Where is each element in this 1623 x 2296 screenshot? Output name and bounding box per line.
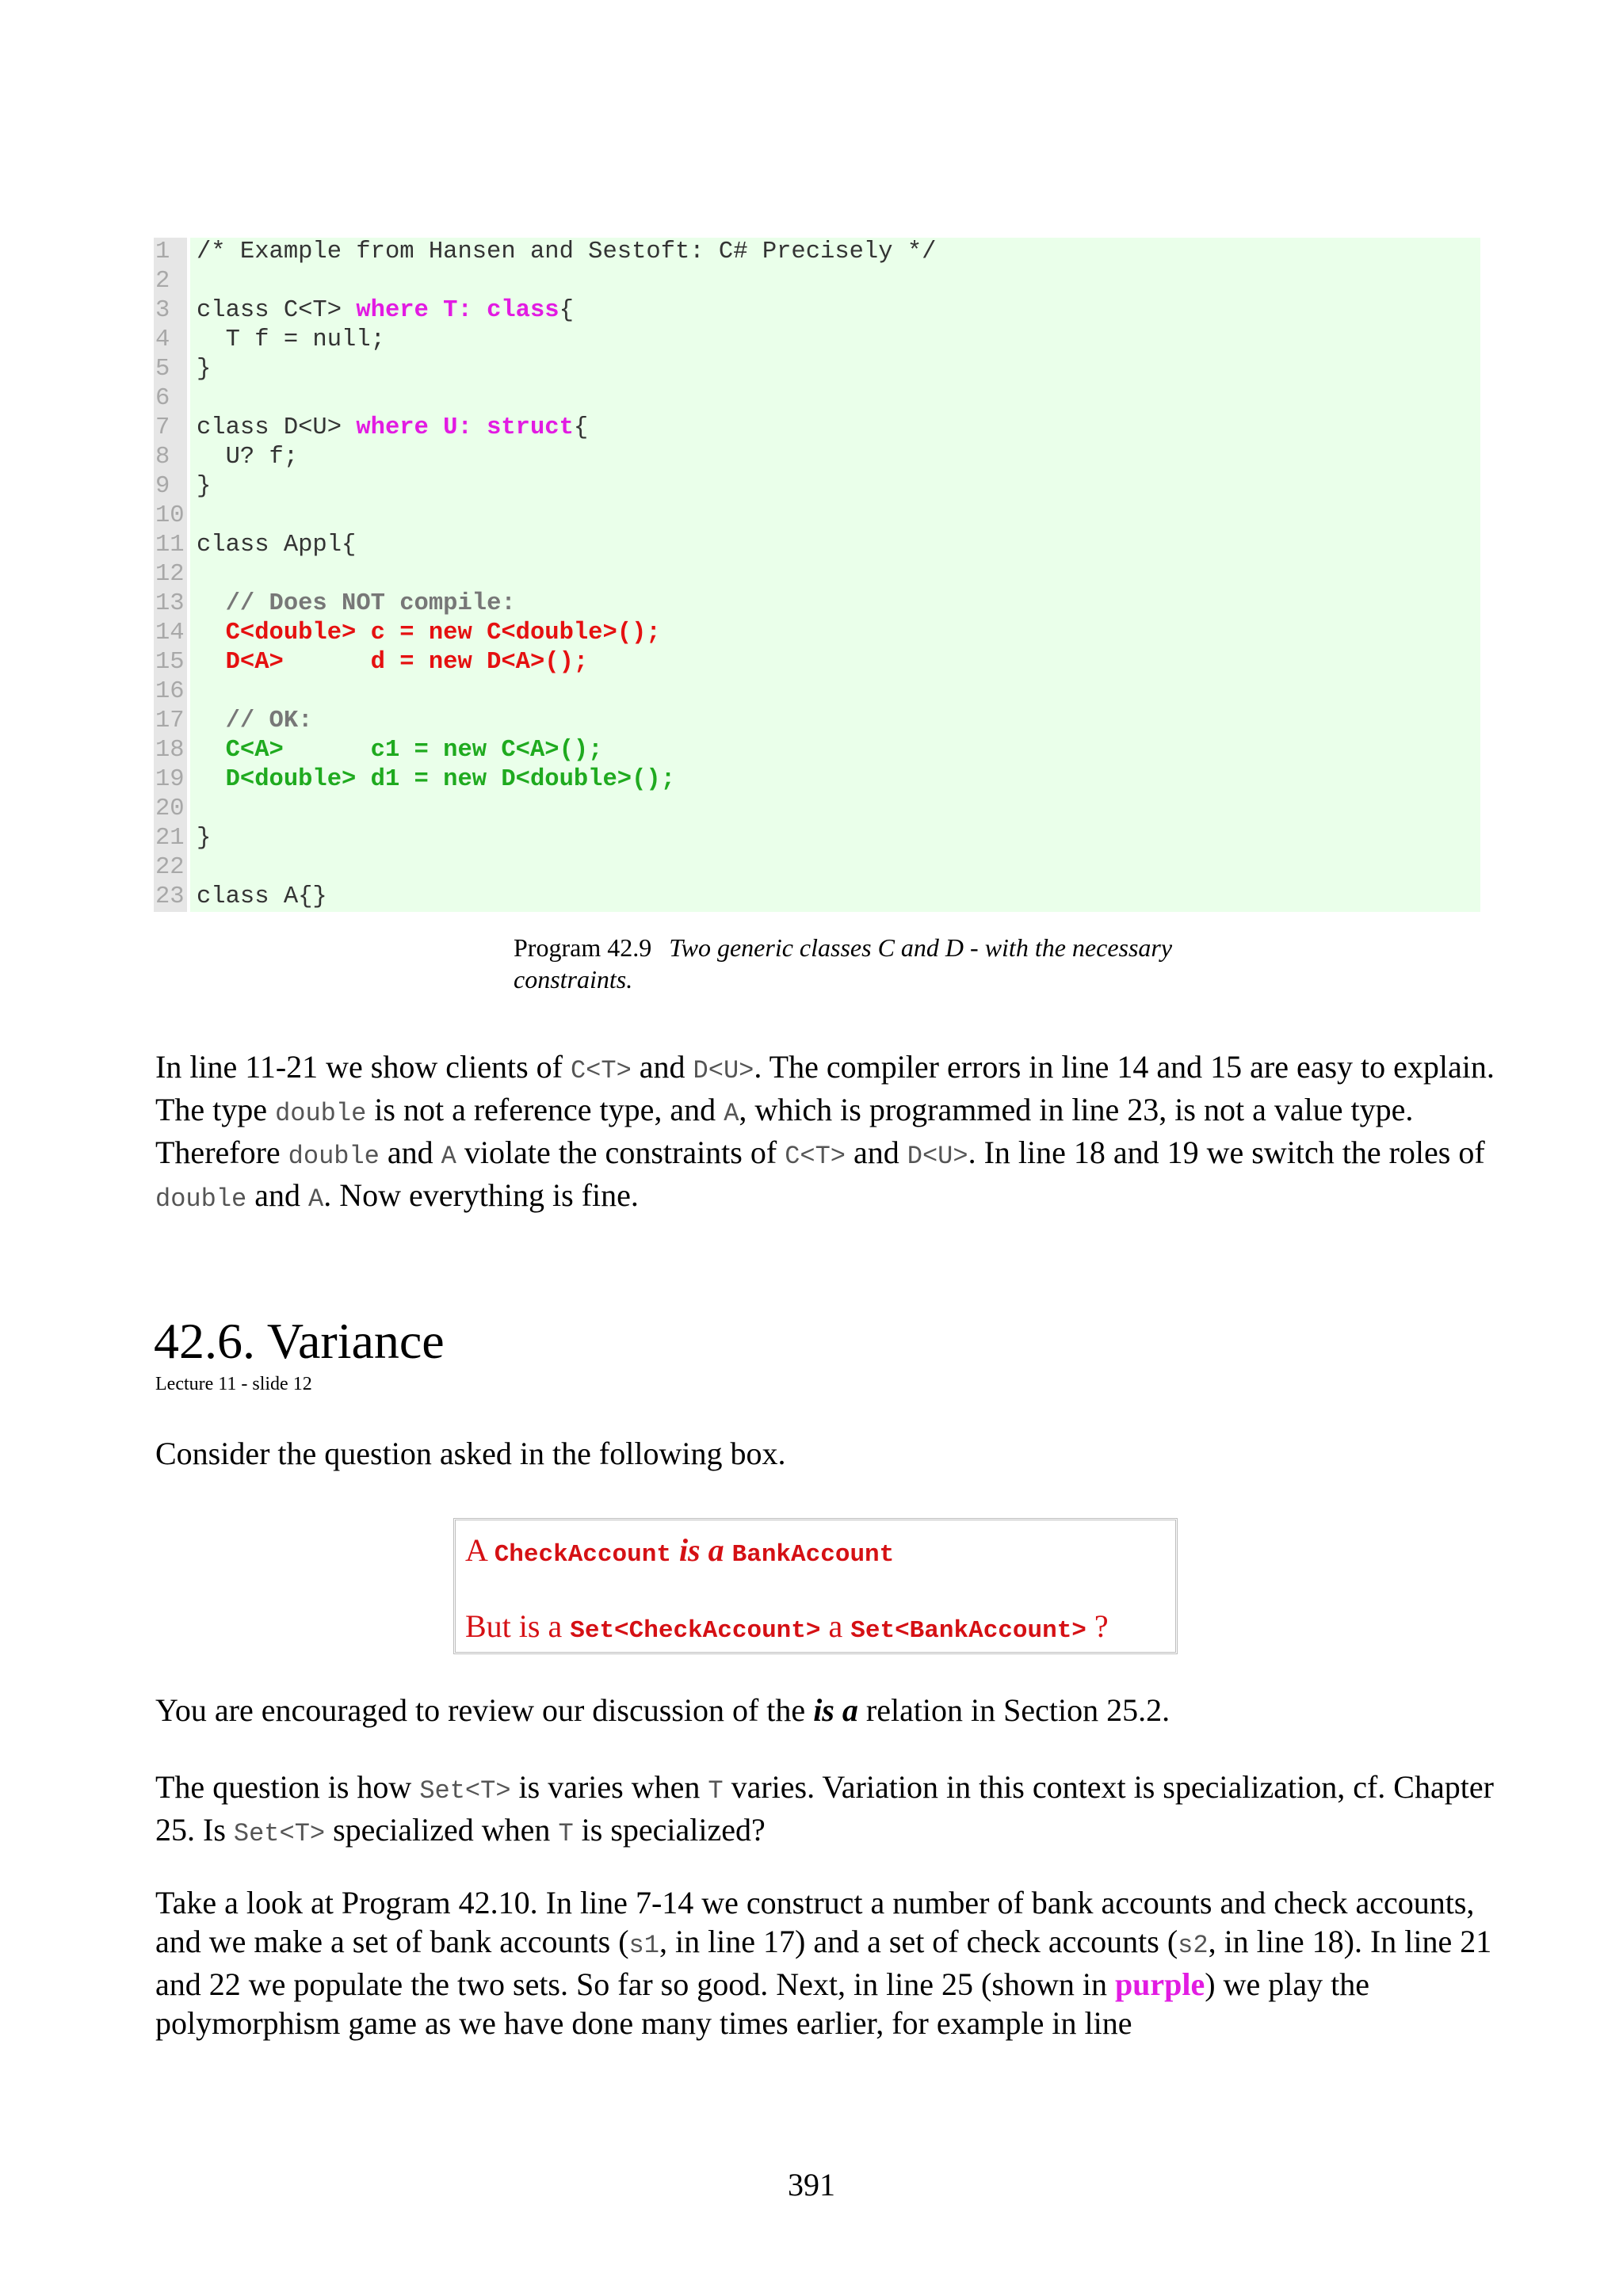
line-number: 4 — [154, 326, 187, 355]
section-heading: 42.6. Variance — [154, 1313, 445, 1369]
indent — [197, 649, 226, 676]
code-text — [190, 589, 1480, 619]
code-text — [190, 795, 1480, 824]
paragraph-consider: Consider the question asked in the following box. — [155, 1436, 786, 1471]
code-token: class D<U> — [197, 414, 357, 441]
inline-code: double — [288, 1142, 380, 1171]
code-text — [190, 736, 1480, 765]
text-run: is not a reference type, and — [366, 1092, 724, 1127]
text-run: , in line 17) and a set of check accounts ( — [659, 1924, 1178, 1959]
text-run: is specialized? — [573, 1812, 766, 1848]
line-number: 9 — [154, 472, 187, 502]
text-run: You are encouraged to review our discussion of the — [155, 1692, 814, 1728]
code-text — [190, 267, 1480, 296]
text-run: ) we play the polymorphism game as we have done many times earlier, for example in line — [155, 1966, 1369, 2041]
code-text — [190, 296, 1480, 326]
paragraph-question — [155, 1768, 1503, 1853]
line-number: 10 — [154, 502, 187, 531]
code-text: } — [190, 355, 1480, 384]
code-line — [154, 414, 1480, 443]
code-text — [190, 707, 1480, 736]
error-code: D<A> d = new D<A>(); — [225, 649, 589, 676]
code-text: U? f; — [190, 443, 1480, 472]
inline-code: A — [307, 1184, 324, 1214]
line-number: 18 — [154, 736, 187, 765]
code-listing — [154, 238, 1480, 919]
text-run: and — [379, 1135, 441, 1170]
inline-code: C<T> — [785, 1142, 846, 1171]
line-number: 21 — [154, 824, 187, 853]
code-line — [154, 502, 1480, 531]
inline-code: Set<BankAccount> — [850, 1617, 1086, 1645]
code-token: { — [559, 297, 574, 324]
code-text — [190, 677, 1480, 707]
indent — [197, 590, 226, 617]
page-number: 391 — [788, 2167, 835, 2203]
code-text: } — [190, 824, 1480, 853]
line-number: 14 — [154, 619, 187, 648]
code-token: { — [573, 414, 589, 441]
line-number: 7 — [154, 414, 187, 443]
code-line — [154, 824, 1480, 853]
indent — [197, 707, 226, 734]
code-text — [190, 765, 1480, 795]
code-line — [154, 795, 1480, 824]
line-number: 3 — [154, 296, 187, 326]
inline-code: A — [441, 1142, 456, 1171]
code-line — [154, 736, 1480, 765]
code-token: class C<T> — [197, 297, 357, 324]
code-text — [190, 853, 1480, 883]
code-text: } — [190, 472, 1480, 502]
program-caption — [514, 932, 1195, 995]
question-line-1 — [465, 1531, 894, 1569]
inline-code: A — [724, 1099, 739, 1128]
code-line — [154, 883, 1480, 912]
line-number: 23 — [154, 883, 187, 912]
inline-code: D<U> — [907, 1142, 968, 1171]
question-box — [453, 1518, 1178, 1654]
code-text — [190, 560, 1480, 589]
indent — [197, 766, 226, 793]
inline-code: BankAccount — [731, 1541, 895, 1569]
text-run: and — [631, 1049, 693, 1085]
emphasis: is a — [813, 1692, 858, 1728]
text-run: In line 11-21 we show clients of — [155, 1049, 571, 1085]
inline-code: T — [708, 1776, 724, 1806]
line-number: 15 — [154, 648, 187, 677]
code-line — [154, 707, 1480, 736]
text-run: But is a — [465, 1608, 571, 1644]
line-number: 12 — [154, 560, 187, 589]
line-number: 17 — [154, 707, 187, 736]
text-run: . Now everything is fine. — [323, 1177, 639, 1213]
code-line — [154, 326, 1480, 355]
code-line — [154, 765, 1480, 795]
inline-code: Set<T> — [233, 1819, 326, 1848]
text-run: violate the constraints of — [456, 1135, 785, 1170]
code-line — [154, 384, 1480, 414]
error-code: C<double> c = new C<double>(); — [225, 620, 661, 646]
text-run: a — [820, 1608, 851, 1644]
code-line — [154, 355, 1480, 384]
text-run: ? — [1086, 1608, 1109, 1644]
inline-code: CheckAccount — [494, 1541, 671, 1569]
inline-code: double — [155, 1184, 247, 1214]
emphasis: is a — [670, 1532, 732, 1568]
code-line — [154, 472, 1480, 502]
line-number: 13 — [154, 589, 187, 619]
comment-text: // OK: — [225, 707, 313, 734]
comment-text: /* Example from Hansen and Sestoft: C# Precisely */ — [197, 238, 937, 265]
question-line-2 — [465, 1608, 1109, 1645]
inline-code: Set<T> — [419, 1776, 511, 1806]
code-text — [190, 502, 1480, 531]
code-line — [154, 589, 1480, 619]
text-run: A — [465, 1532, 495, 1568]
text-run: The question is how — [155, 1769, 420, 1805]
code-line — [154, 296, 1480, 326]
line-number: 6 — [154, 384, 187, 414]
code-text — [190, 619, 1480, 648]
inline-code: double — [275, 1099, 367, 1128]
code-line — [154, 853, 1480, 883]
text-run: varies. Variation in this context is specialization, cf. Chapter 25. Is — [155, 1769, 1494, 1848]
comment-text: // Does NOT compile: — [225, 590, 516, 617]
text-run: and — [846, 1135, 907, 1170]
inline-code: C<T> — [570, 1056, 632, 1085]
paragraph-program — [155, 1883, 1503, 2042]
line-number: 11 — [154, 531, 187, 560]
inline-code: s2 — [1178, 1931, 1209, 1960]
text-run: is varies when — [510, 1769, 708, 1805]
text-run: . In line 18 and 19 we switch the roles of — [968, 1135, 1485, 1170]
text-run: , which is programmed in line 23, is not a value type. Therefore — [155, 1092, 1414, 1170]
code-line — [154, 267, 1480, 296]
purple-word: purple — [1114, 1966, 1205, 2002]
ok-code: D<double> d1 = new D<double>(); — [225, 766, 676, 793]
code-line — [154, 677, 1480, 707]
text-run: Take a look at Program 42.10. In line 7-14 we construct a number of bank accounts and check accounts, and we make a set of bank accounts ( — [155, 1885, 1475, 1959]
text-run: relation in Section 25.2. — [857, 1692, 1170, 1728]
code-line — [154, 648, 1480, 677]
code-line — [154, 238, 1480, 267]
code-text: T f = null; — [190, 326, 1480, 355]
inline-code: D<U> — [693, 1056, 754, 1085]
indent — [197, 620, 226, 646]
line-number: 22 — [154, 853, 187, 883]
caption-label: Program 42.9 — [514, 933, 652, 962]
code-line — [154, 531, 1480, 560]
indent — [197, 737, 226, 764]
code-line — [154, 443, 1480, 472]
inline-code: T — [558, 1819, 574, 1848]
constraint-keyword: where T: class — [356, 297, 559, 324]
code-line — [154, 560, 1480, 589]
paragraph-clients — [155, 1047, 1503, 1219]
constraint-keyword: where U: struct — [356, 414, 574, 441]
line-number: 19 — [154, 765, 187, 795]
code-text — [190, 648, 1480, 677]
code-text — [190, 414, 1480, 443]
code-text — [190, 238, 1480, 267]
code-text — [190, 384, 1480, 414]
text-run: specialized when — [325, 1812, 559, 1848]
line-number: 16 — [154, 677, 187, 707]
code-text: class Appl{ — [190, 531, 1480, 560]
slide-reference: Lecture 11 - slide 12 — [155, 1374, 312, 1394]
code-text: class A{} — [190, 883, 1480, 912]
caption-text: Two generic classes C and D - with the necessary constraints. — [514, 933, 1173, 994]
text-run: and — [246, 1177, 308, 1213]
text-run: , in line 18). In line 21 and 22 we populate the two sets. So far so good. Next, in line 25 (shown in — [155, 1924, 1492, 2002]
inline-code: Set<CheckAccount> — [570, 1617, 821, 1645]
paragraph-review — [155, 1691, 1503, 1730]
inline-code: s1 — [628, 1931, 659, 1960]
line-number: 1 — [154, 238, 187, 267]
line-number: 2 — [154, 267, 187, 296]
line-number: 8 — [154, 443, 187, 472]
line-number: 20 — [154, 795, 187, 824]
text-run: . The compiler errors in line 14 and 15 are easy to explain. The type — [155, 1049, 1495, 1127]
code-line — [154, 619, 1480, 648]
line-number: 5 — [154, 355, 187, 384]
ok-code: C<A> c1 = new C<A>(); — [225, 737, 603, 764]
